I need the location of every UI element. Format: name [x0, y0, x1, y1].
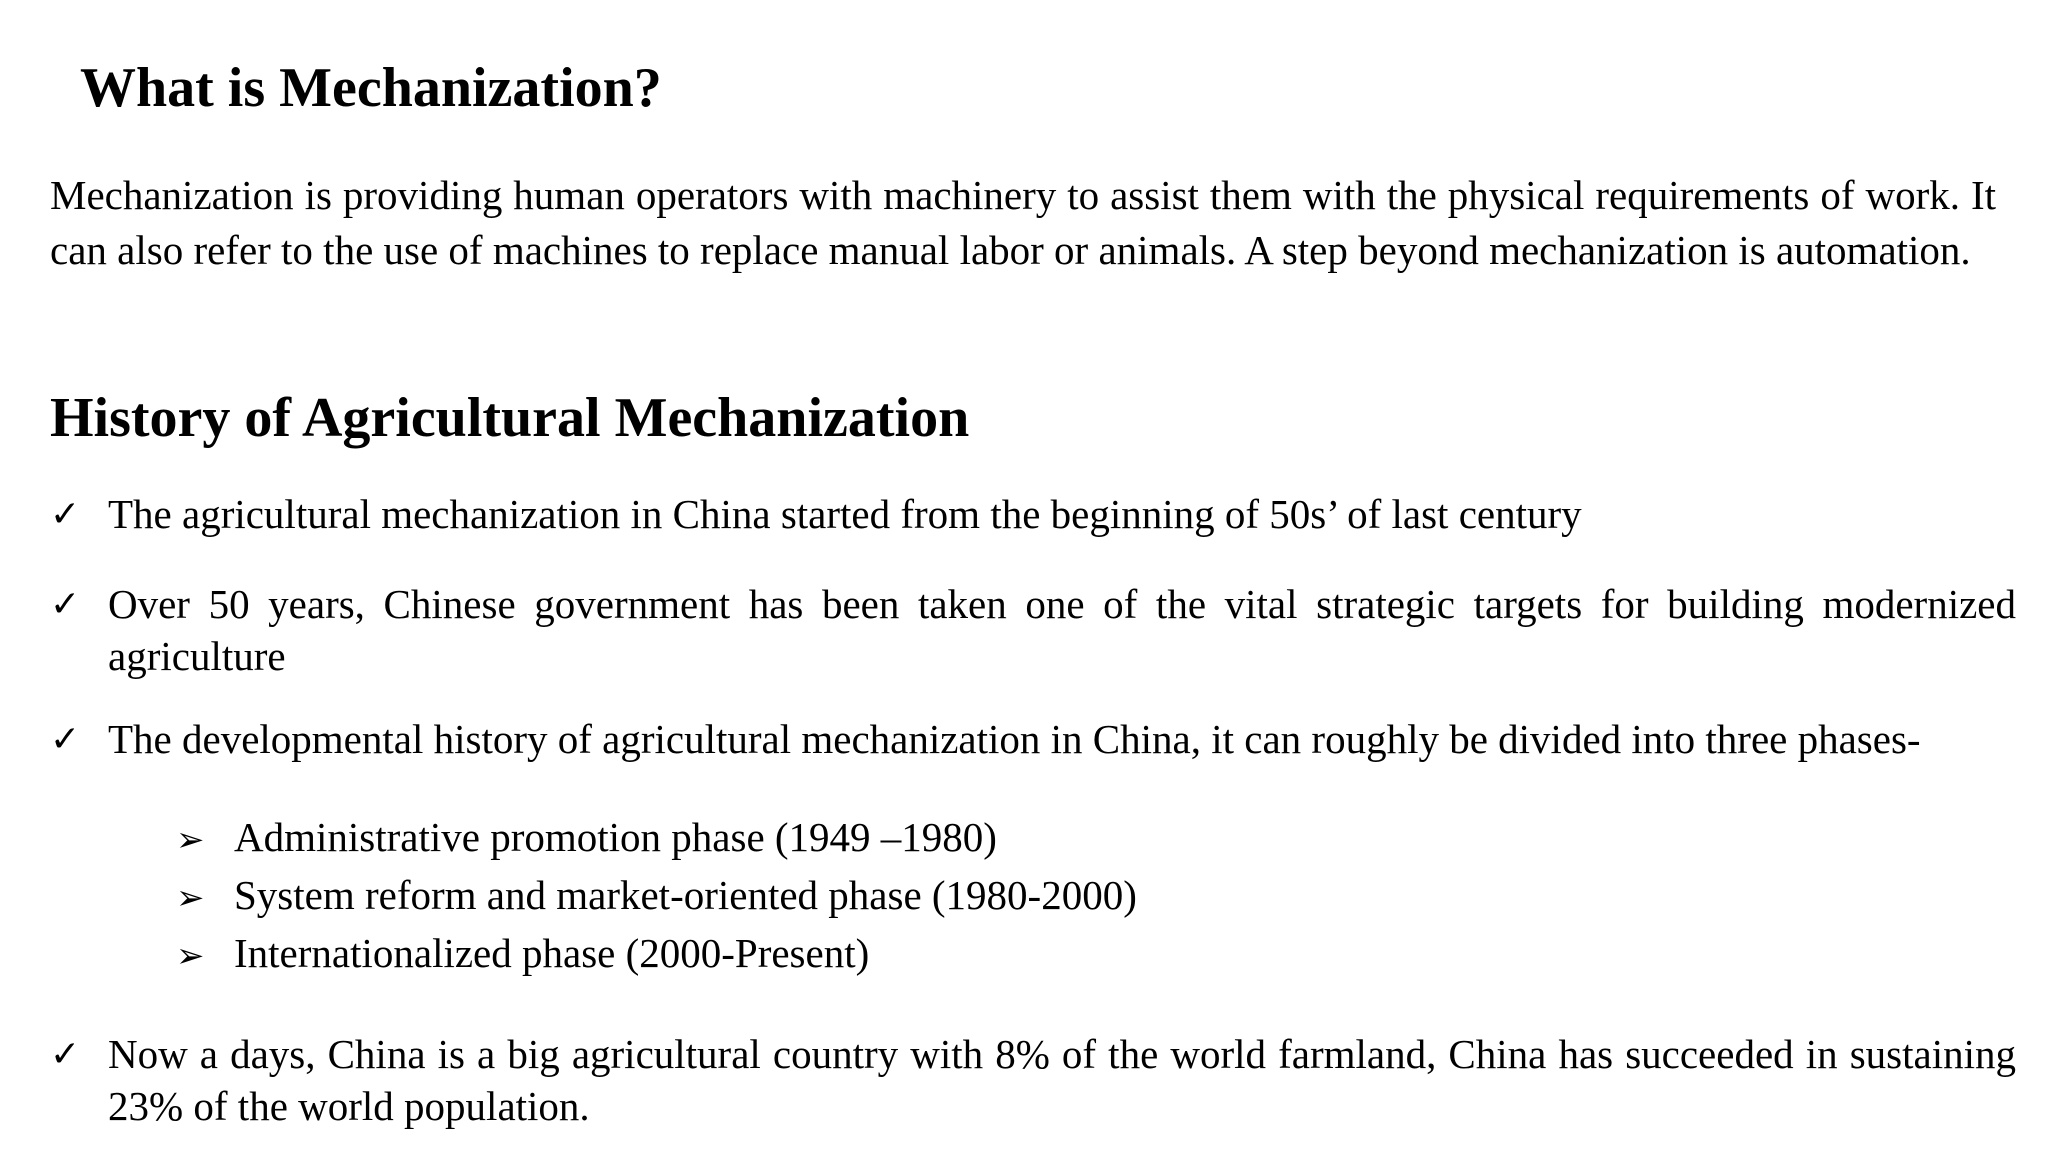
bullet-text: Now a days, China is a big agricultural country with 8% of the world farmland, China has succeeded in sustaining 23% of the world population.: [108, 1031, 2016, 1129]
bullet-text: The agricultural mechanization in China started from the beginning of 50s’ of last century: [108, 491, 1582, 537]
arrow-bullet-icon: ➢: [176, 820, 205, 860]
arrow-bullet-icon: ➢: [176, 878, 205, 918]
phase-text: System reform and market-oriented phase (1980-2000): [234, 872, 1137, 918]
page-title: What is Mechanization?: [80, 57, 662, 119]
phase-item: [176, 868, 1137, 926]
bullet-item: [50, 713, 2016, 765]
checkmark-icon: ✓: [50, 719, 81, 759]
bullet-item: [50, 578, 2016, 682]
bullet-text: The developmental history of agricultural mechanization in China, it can roughly be divided into three phases-: [108, 716, 1921, 762]
phase-item: [176, 810, 1137, 868]
phase-text: Administrative promotion phase (1949 –1980): [234, 814, 997, 860]
checkmark-icon: ✓: [50, 584, 81, 624]
intro-paragraph: Mechanization is providing human operators with machinery to assist them with the physical requirements of work. It can also refer to the use of machines to replace manual labor or animals. A step beyond mechanization is automation.: [50, 172, 1996, 273]
bullet-item: [50, 488, 2016, 540]
checkmark-icon: ✓: [50, 494, 81, 534]
phases-list: [176, 810, 1137, 984]
bullet-item: [50, 1028, 2016, 1132]
bullet-text: Over 50 years, Chinese government has been taken one of the vital strategic targets for building modernized agriculture: [108, 581, 2016, 679]
phase-item: [176, 926, 1137, 984]
phase-text: Internationalized phase (2000-Present): [234, 930, 870, 976]
arrow-bullet-icon: ➢: [176, 936, 205, 976]
history-heading: History of Agricultural Mechanization: [50, 387, 970, 449]
checkmark-icon: ✓: [50, 1034, 81, 1074]
